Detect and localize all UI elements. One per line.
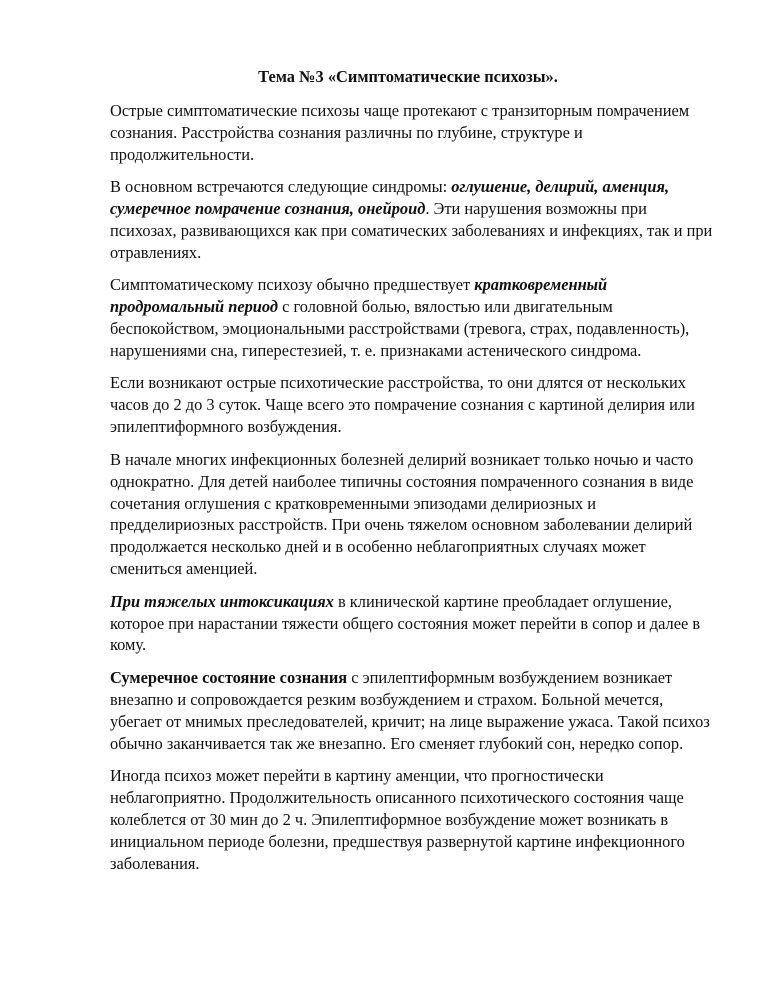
paragraph-prodromal: [110, 274, 714, 362]
intoxication-emphasis: При тяжелых интоксикациях: [110, 591, 334, 611]
syndromes-list-emphasis: оглушение, делирий, аменция, сумеречное помрачение сознания, онейроид: [110, 177, 670, 219]
paragraph-infectious-delirium: В начале многих инфекционных болезней делирий возникает только ночью и часто однократно. Для детей наиболее типичны состояния помраченного сознания в виде сочетания оглушения с кратковременными эпизодами делириозных и предделириозных расстройств. При очень тяжелом основном заболевании делирий продолжается несколько дней и в особенно неблагоприятных случаях может смениться аменцией.: [110, 449, 694, 579]
prodromal-period-emphasis: кратковременный продромальный период: [110, 275, 608, 317]
twilight-state-emphasis: Сумеречное состояние сознания: [110, 667, 348, 687]
paragraph-amentia: Иногда психоз может перейти в картину аменции, что прогностически неблагоприятно. Продолжительность описанного психотического состояния чаще колеблется от 30 мин до 2 ч. Эпилептиформное возбуждение может возникать в инициальном периоде болезни, предшествуя развернутой картине инфекционного заболевания.: [110, 765, 685, 873]
paragraph-twilight-state-tail: с эпилептиформным возбуждением возникает внезапно и сопровождается резким возбуждением и страхом. Больной мечется, убегает от мнимых преследователей, кричит; на лице выражение ужаса. Такой психоз обычно заканчивается так же внезапно. Его сменяет глубокий сон, нередко сопор.: [110, 667, 710, 753]
paragraph-syndromes-lead: В основном встречаются следующие синдромы:: [110, 177, 452, 197]
paragraph-intoxication: [110, 591, 714, 657]
paragraph-syndromes-tail: . Эти нарушения возможны при психозах, развивающихся как при соматических заболеваниях и инфекциях, так и при отравлениях.: [110, 199, 713, 262]
page-title: Тема №3 «Симптоматические психозы».: [258, 67, 558, 86]
paragraph-twilight-state: [110, 667, 714, 755]
paragraph-intro: Острые симптоматические психозы чаще протекают с транзиторным помрачением сознания. Расстройства сознания различны по глубине, структуре и продолжительности.: [110, 101, 690, 164]
paragraph-syndromes: [110, 176, 714, 264]
paragraph-prodromal-tail: с головной болью, вялостью или двигательным беспокойством, эмоциональными расстройствами (тревога, страх, подавленность), нарушениями сна, гиперестезией, т. е. признаками астенического синдрома.: [110, 297, 690, 361]
paragraph-prodromal-lead: Симптоматическому психозу обычно предшествует: [110, 275, 475, 295]
paragraph-acute-disorders: Если возникают острые психотические расстройства, то они длятся от нескольких часов до 2 до 3 суток. Чаще всего это помрачение сознания с картиной делирия или эпилептиформного возбуждения.: [110, 373, 695, 437]
paragraph-intoxication-tail: в клинической картине преобладает оглушение, которое при нарастании тяжести общего состояния может перейти в сопор и далее в кому.: [110, 591, 701, 655]
